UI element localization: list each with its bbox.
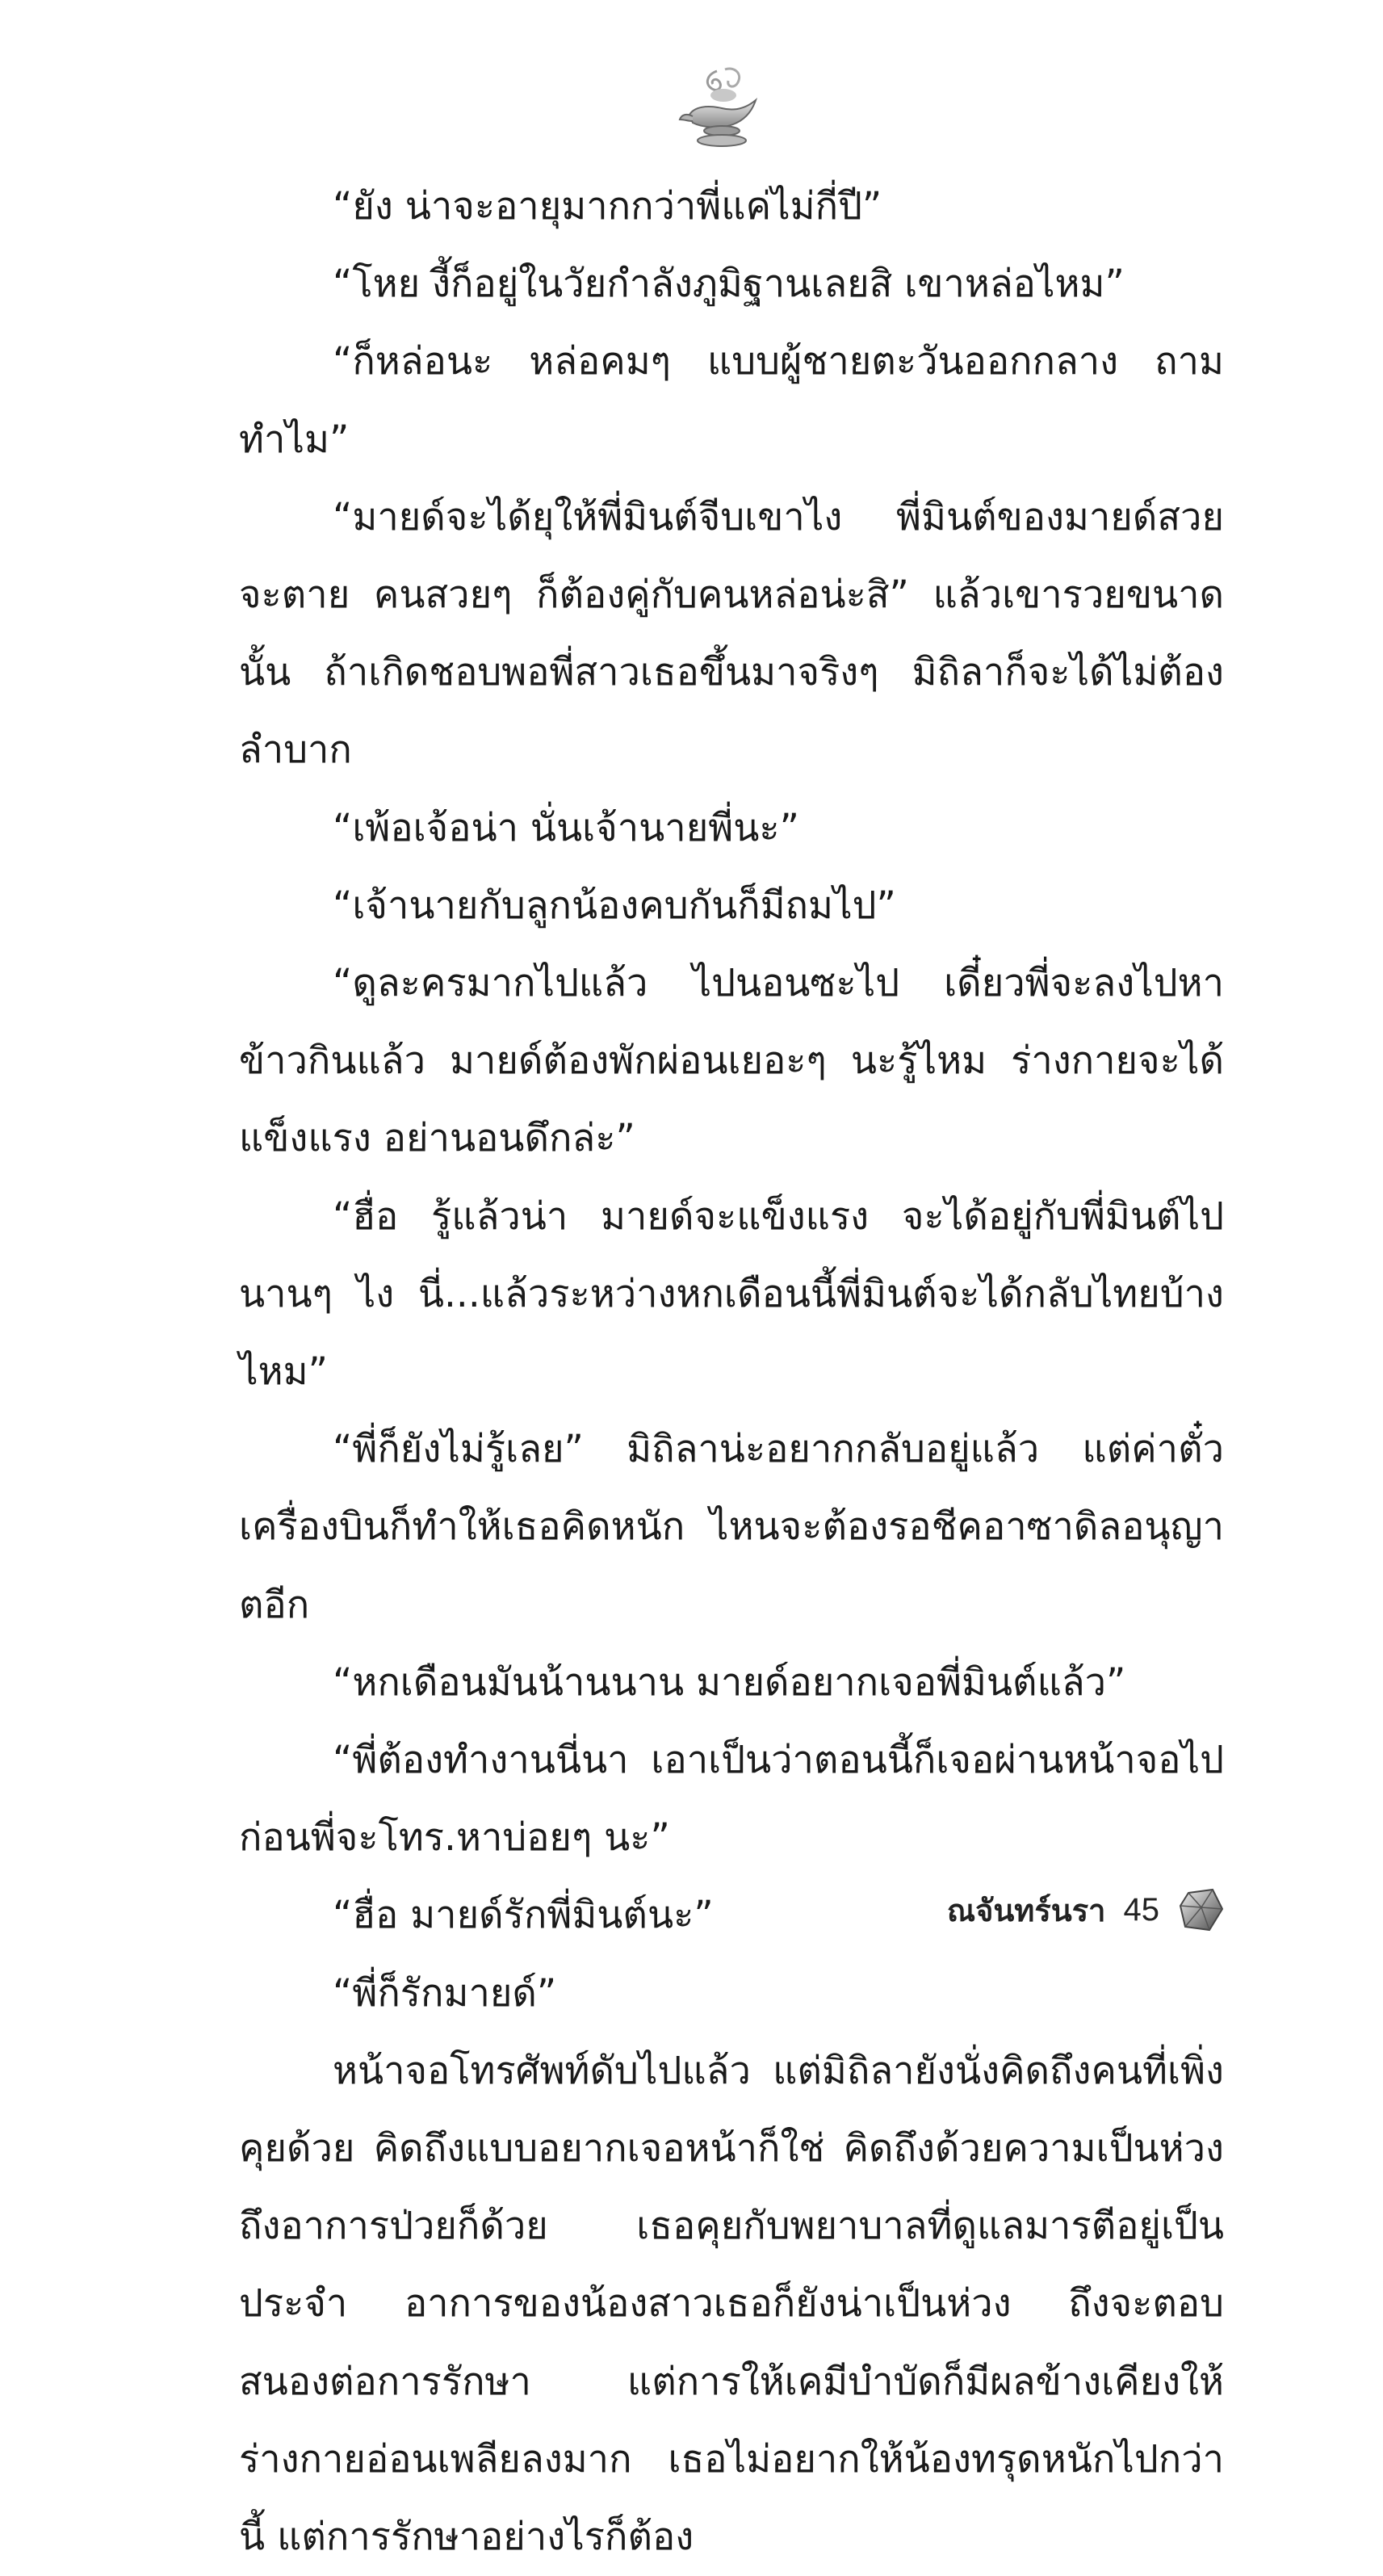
- paragraph: “ดูละครมากไปแล้ว ไปนอนซะไป เดี๋ยวพี่จะลงไปหาข้าวกินแล้ว มายด์ต้องพักผ่อนเยอะๆ นะรู้ไหม ร่างกายจะได้แข็งแรง อย่านอนดึกล่ะ”: [239, 961, 1224, 1161]
- page-footer: [888, 1877, 1227, 1942]
- paragraph: “มายด์จะได้ยุให้พี่มินต์จีบเขาไง พี่มินต์ของมายด์สวยจะตาย คนสวยๆ ก็ต้องคู่กับคนหล่อน่ะสิ” แล้วเขารวยขนาดนั้น ถ้าเกิดชอบพอพี่สาวเธอขึ้นมาจริงๆ มิถิลาก็จะได้ไม่ต้องลำบาก: [239, 494, 1224, 773]
- paragraph: “พี่ก็ยังไม่รู้เลย” มิถิลาน่ะอยากกลับอยู่แล้ว แต่ค่าตั๋วเครื่องบินก็ทำให้เธอคิดหนัก ไหนจะต้องรอชีคอาซาดิลอนุญาตอีก: [239, 1427, 1224, 1627]
- author-name: ณจันทร์นรา: [946, 1892, 1106, 1928]
- paragraph: “ฮื่อ รู้แล้วน่า มายด์จะแข็งแรง จะได้อยู่กับพี่มินต์ไปนานๆ ไง นี่...แล้วระหว่างหกเดือนนี้พี่มินต์จะได้กลับไทยบ้างไหม”: [239, 1194, 1224, 1395]
- paragraph: “หกเดือนมันน้านนาน มายด์อยากเจอพี่มินต์แล้ว”: [333, 1659, 1126, 1705]
- page-number: 45: [1123, 1891, 1159, 1928]
- paragraph: “ก็หล่อนะ หล่อคมๆ แบบผู้ชายตะวันออกกลาง ถามทำไม”: [239, 339, 1224, 462]
- magic-lamp-icon: [675, 63, 764, 152]
- paragraph: “โหย งี้ก็อยู่ในวัยกำลังภูมิฐานเลยสิ เขาหล่อไหม”: [333, 262, 1125, 307]
- paragraph: “พี่ต้องทำงานนี่นา เอาเป็นว่าตอนนี้ก็เจอผ่านหน้าจอไปก่อนพี่จะโทร.หาบ่อยๆ นะ”: [239, 1738, 1224, 1861]
- chapter-body: [239, 168, 1224, 2576]
- paragraph: “เจ้านายกับลูกน้องคบกันก็มีถมไป”: [333, 883, 896, 928]
- paragraph: “ยัง น่าจะอายุมากกว่าพี่แค่ไม่กี่ปี”: [333, 184, 882, 229]
- gem-icon: [1177, 1885, 1227, 1935]
- paragraph: หน้าจอโทรศัพท์ดับไปแล้ว แต่มิถิลายังนั่งคิดถึงคนที่เพิ่งคุยด้วย คิดถึงแบบอยากเจอหน้าก็ใช่ คิดถึงด้วยความเป็นห่วงถึงอาการป่วยก็ด้วย เธอคุยกับพยาบาลที่ดูแลมารตีอยู่เป็นประจำ อาการของน้องสาวเธอก็ยังน่าเป็นห่วง ถึงจะตอบสนองต่อการรักษา แต่การให้เคมีบำบัดก็มีผลข้างเคียงให้ร่างกายอ่อนเพลียลงมาก เธอไม่อยากให้น้องทรุดหนักไปกว่านี้ แต่การรักษาอย่างไรก็ต้อง: [239, 2048, 1224, 2560]
- paragraph: “ฮื่อ มายด์รักพี่มินต์นะ”: [333, 1893, 714, 1938]
- paragraph: “เพ้อเจ้อน่า นั่นเจ้านายพี่นะ”: [333, 805, 799, 850]
- paragraph: “พี่ก็รักมายด์”: [333, 1970, 557, 2016]
